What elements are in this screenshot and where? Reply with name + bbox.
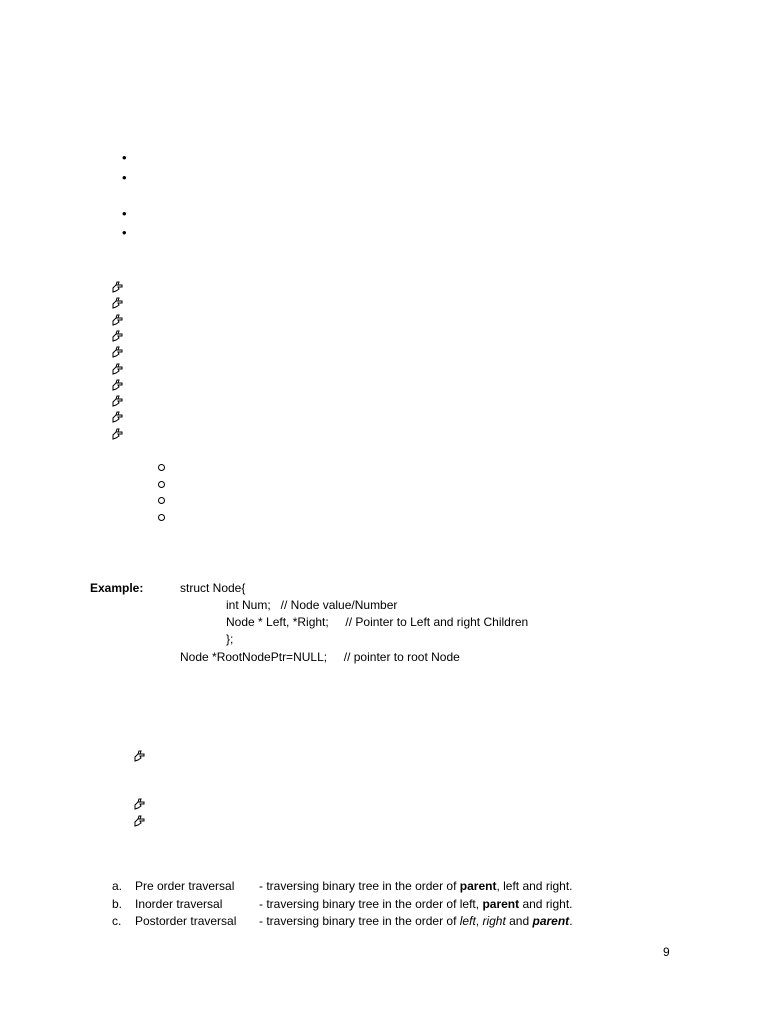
list-marker: a. (112, 879, 123, 893)
desc-emphasis: parent (532, 914, 570, 928)
hand-pointer-icon (112, 428, 124, 440)
hand-pointer-icon (134, 798, 146, 810)
hand-pointer-icon (112, 314, 124, 326)
desc-text: - traversing binary tree in the order of (259, 914, 460, 928)
hand-pointer-icon (112, 281, 124, 293)
bullet-marker: • (122, 170, 127, 185)
circle-bullet-icon (158, 497, 165, 504)
code-line: }; (226, 632, 234, 646)
code-line: struct Node{ (180, 581, 246, 595)
traversal-description (259, 878, 573, 894)
traversal-name: Pre order traversal (135, 879, 235, 893)
bullet-marker: • (122, 206, 127, 221)
desc-italic: left (459, 914, 476, 928)
hand-pointer-icon (134, 815, 146, 827)
hand-pointer-icon (112, 395, 124, 407)
bullet-marker: • (122, 225, 127, 240)
desc-text: , (475, 914, 483, 928)
traversal-name: Inorder traversal (135, 897, 223, 911)
desc-text: . (569, 914, 573, 928)
desc-text: - traversing binary tree in the order of left, (259, 897, 483, 911)
circle-bullet-icon (158, 481, 165, 488)
circle-bullet-icon (158, 514, 165, 521)
list-marker: b. (112, 897, 123, 911)
traversal-description (259, 896, 573, 912)
hand-pointer-icon (112, 297, 124, 309)
hand-pointer-icon (112, 379, 124, 391)
bullet-marker: • (122, 150, 127, 165)
code-line: Node *RootNodePtr=NULL; // pointer to root Node (180, 650, 460, 664)
hand-pointer-icon (112, 346, 124, 358)
desc-emphasis: parent (482, 897, 520, 911)
desc-text: and (505, 914, 533, 928)
circle-bullet-icon (158, 464, 165, 471)
traversal-name: Postorder traversal (135, 914, 237, 928)
desc-text: - traversing binary tree in the order of (259, 879, 460, 893)
desc-italic: right (482, 914, 506, 928)
page-number: 9 (663, 945, 670, 959)
hand-pointer-icon (134, 750, 146, 762)
list-marker: c. (112, 914, 122, 928)
desc-text: and right. (519, 897, 573, 911)
example-label: Example: (90, 581, 144, 595)
code-line: Node * Left, *Right; // Pointer to Left and right Children (226, 615, 529, 629)
desc-emphasis: parent (459, 879, 497, 893)
hand-pointer-icon (112, 411, 124, 423)
desc-text: , left and right. (496, 879, 573, 893)
traversal-description (259, 913, 573, 929)
code-line: int Num; // Node value/Number (226, 598, 398, 612)
hand-pointer-icon (112, 330, 124, 342)
hand-pointer-icon (112, 363, 124, 375)
